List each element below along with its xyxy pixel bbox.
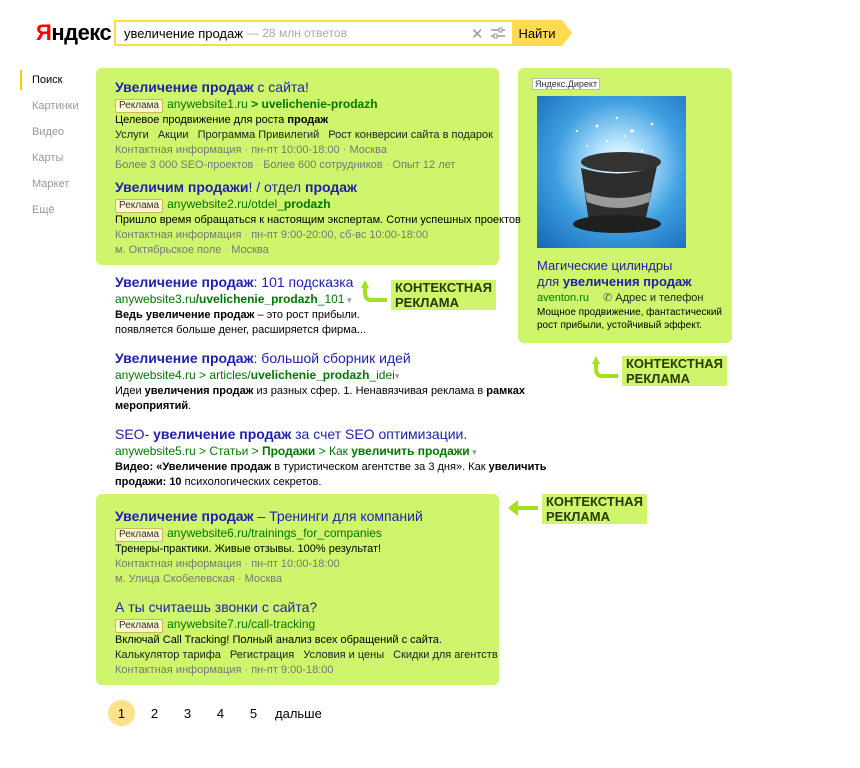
- arrow-icon: [508, 494, 538, 518]
- arrow-icon: [592, 356, 620, 382]
- organic-result-1: Увеличение продаж: 101 подсказка anywebsite3.ru/uvelichenie_prodazh_101 ▾ Ведь увеличение продаж – это рост прибыли. появляется больше денег, расширяется фирма...: [115, 274, 367, 336]
- contact-link[interactable]: Адрес и телефон: [615, 292, 704, 304]
- result-title[interactable]: Увеличение продаж с сайта!: [115, 79, 309, 95]
- result-title[interactable]: Увеличение продаж: 101 подсказка: [115, 274, 354, 290]
- pagination: [108, 700, 322, 726]
- nav-item-images[interactable]: Картинки: [32, 100, 79, 112]
- next-page-link[interactable]: дальше: [275, 705, 322, 721]
- result-snippet: Тренеры-практики. Живые отзывы. 100% результат!: [115, 543, 382, 555]
- find-button-tip: [562, 20, 572, 46]
- sitelink[interactable]: Рост конверсии сайта в подарок: [328, 129, 493, 141]
- result-url[interactable]: anywebsite2.ru: [167, 197, 248, 211]
- ad-badge: Реклама: [115, 199, 163, 213]
- result-meta: Контактная информация· пн-пт 10:00-18:00: [115, 557, 423, 572]
- find-button[interactable]: Найти: [512, 20, 562, 46]
- nav-item-market[interactable]: Маркет: [32, 178, 70, 190]
- result-title[interactable]: Увеличение продаж: большой сборник идей: [115, 350, 411, 366]
- result-meta: м. Улица Скобелевская· Москва: [115, 572, 423, 587]
- sitelinks: [115, 128, 502, 143]
- contact-link[interactable]: Контактная информация: [115, 558, 242, 570]
- page-2[interactable]: 2: [150, 705, 159, 721]
- ad-result-3: [115, 507, 423, 587]
- search-query[interactable]: увеличение продаж: [124, 25, 243, 41]
- result-url[interactable]: anywebsite5.ru: [115, 444, 196, 458]
- magic-hat-image[interactable]: [537, 96, 686, 248]
- result-snippet: Видео: «Увеличение продаж в туристическом агентстве за 3 дня». Как увеличить: [115, 461, 547, 473]
- nav-item-more[interactable]: Ещё: [32, 204, 55, 216]
- ad-badge: Реклама: [115, 99, 163, 113]
- nav-item-maps[interactable]: Карты: [32, 152, 64, 164]
- direct-title[interactable]: Магические цилиндры для увеличения продаж: [537, 258, 692, 289]
- url-menu-arrow-icon[interactable]: ▾: [394, 371, 400, 381]
- results-count: — 28 млн ответов: [246, 26, 347, 40]
- yandex-logo[interactable]: [36, 20, 111, 46]
- ad-badge: Реклама: [115, 528, 163, 542]
- result-url[interactable]: anywebsite3.ru: [115, 292, 196, 306]
- direct-ad: [537, 258, 722, 332]
- page-5[interactable]: 5: [249, 705, 258, 721]
- ad-badge: Реклама: [115, 619, 163, 633]
- sitelink[interactable]: Калькулятор тарифа: [115, 649, 221, 661]
- organic-result-2: Увеличение продаж: большой сборник идей anywebsite4.ru > articles/uvelichenie_prodazh_idei▾ Идеи увеличения продаж из разных сфер. 1. Ненавязчивая реклама в рамках мероприятий.: [115, 350, 526, 412]
- result-title[interactable]: А ты считаешь звонки с сайта?: [115, 599, 318, 615]
- settings-sliders-icon[interactable]: [490, 25, 506, 45]
- result-meta: Более 3 000 SEO-проектов· Более 600 сотрудников· Опыт 12 лет: [115, 158, 502, 173]
- result-url[interactable]: anywebsite4.ru: [115, 368, 196, 382]
- url-menu-arrow-icon[interactable]: ▾: [344, 295, 352, 305]
- result-snippet: Пришло время обращаться к настоящим экспертам. Сотни успешных проектов: [115, 214, 521, 226]
- result-url[interactable]: anywebsite1.ru: [167, 97, 248, 111]
- sitelink[interactable]: Акции: [157, 129, 189, 141]
- result-url[interactable]: anywebsite6.ru/trainings_for_companies: [167, 526, 382, 540]
- contact-link[interactable]: Контактная информация: [115, 664, 242, 676]
- arrow-icon: [361, 280, 389, 306]
- sitelink[interactable]: Условия и цены: [303, 649, 385, 661]
- contact-link[interactable]: Контактная информация: [115, 144, 242, 156]
- sitelinks: [115, 648, 507, 663]
- result-snippet: рост прибыли, устойчивый эффект.: [537, 320, 702, 331]
- result-snippet: Включай Call Tracking! Полный анализ всех обращений с сайта.: [115, 634, 442, 646]
- nav-item-video[interactable]: Видео: [32, 126, 65, 138]
- result-url[interactable]: anywebsite7.ru/call-tracking: [167, 617, 316, 631]
- clear-icon[interactable]: ✕: [471, 26, 484, 43]
- organic-result-3: SEO- увеличение продаж за счет SEO оптимизации. anywebsite5.ru > Статьи > Продажи > Как увеличить продажи ▾ Видео: «Увеличение продаж в туристическом агентстве за 3 дня». Как увеличить продажи: 10 психологических секретов.: [115, 426, 547, 488]
- logo-text: ндекс: [51, 20, 112, 45]
- context-ad-label-2: КОНТЕКСТНАЯ РЕКЛАМА: [592, 356, 727, 386]
- direct-tag: Яндекс.Директ: [532, 78, 600, 90]
- result-snippet: Идеи увеличения продаж из разных сфер. 1. Ненавязчивая реклама в рамках: [115, 385, 526, 397]
- page-3[interactable]: 3: [183, 705, 192, 721]
- result-meta: Контактная информация· пн-пт 9:00-18:00: [115, 663, 507, 678]
- nav-item-search[interactable]: Поиск: [20, 74, 79, 100]
- phone-icon: ✆: [602, 292, 613, 304]
- context-ad-label-1: КОНТЕКСТНАЯ РЕКЛАМА: [361, 280, 496, 310]
- result-title[interactable]: Увеличение продаж – Тренинги для компаний: [115, 508, 423, 524]
- result-snippet: продажи: 10 психологических секретов.: [115, 476, 322, 488]
- context-ad-label-3: КОНТЕКСТНАЯ РЕКЛАМА: [508, 494, 647, 524]
- ad-result-1: Увеличение продаж с сайта! Реклама anywebsite1.ru > uvelichenie-prodazh Целевое продвижение для роста продаж Услуги Акции Программа Привилегий Рост конверсии сайта в подарок Контактная информация· пн-пт 10:00-18:00· Москва Более 3 000 SEO-проектов· Более 600 сотрудников· Опыт 12 лет: [115, 78, 502, 173]
- logo-letter: Я: [36, 20, 52, 45]
- result-snippet: Мощное продвижение, фантастический: [537, 307, 723, 318]
- sitelink[interactable]: Программа Привилегий: [197, 129, 320, 141]
- result-meta: Контактная информация· пн-пт 10:00-18:00· Москва: [115, 143, 502, 158]
- page-4[interactable]: 4: [216, 705, 225, 721]
- result-meta: Контактная информация· пн-пт 9:00-20:00, сб-вс 10:00-18:00: [115, 228, 521, 243]
- result-title[interactable]: SEO- увеличение продаж за счет SEO оптимизации.: [115, 426, 468, 442]
- sitelink[interactable]: Регистрация: [229, 649, 295, 661]
- result-snippet: появляется больше денег, расширяется фирма...: [115, 324, 367, 336]
- sitelink[interactable]: Скидки для агентств: [393, 649, 498, 661]
- url-menu-arrow-icon[interactable]: ▾: [469, 447, 477, 457]
- sitelink[interactable]: Услуги: [115, 129, 149, 141]
- result-meta: м. Октябрьское поле· Москва: [115, 243, 521, 258]
- search-nav: [20, 74, 79, 230]
- result-url[interactable]: aventon.ru: [537, 292, 589, 304]
- result-title[interactable]: Увеличим продажи! / отдел продаж: [115, 179, 357, 195]
- search-input[interactable]: [114, 20, 512, 46]
- page-1[interactable]: 1: [108, 700, 135, 726]
- ad-result-4: [115, 598, 507, 678]
- ad-result-2: Увеличим продажи! / отдел продаж Реклама anywebsite2.ru/otdel_prodazh Пришло время обращаться к настоящим экспертам. Сотни успешных проектов Контактная информация· пн-пт 9:00-20:00, сб-вс 10:00-18:00 м. Октябрьское поле· Москва: [115, 178, 521, 258]
- contact-link[interactable]: Контактная информация: [115, 229, 242, 241]
- result-snippet: мероприятий.: [115, 400, 192, 412]
- result-snippet: Ведь увеличение продаж – это рост прибыли.: [115, 309, 360, 321]
- result-snippet: Целевое продвижение для роста продаж: [115, 114, 329, 126]
